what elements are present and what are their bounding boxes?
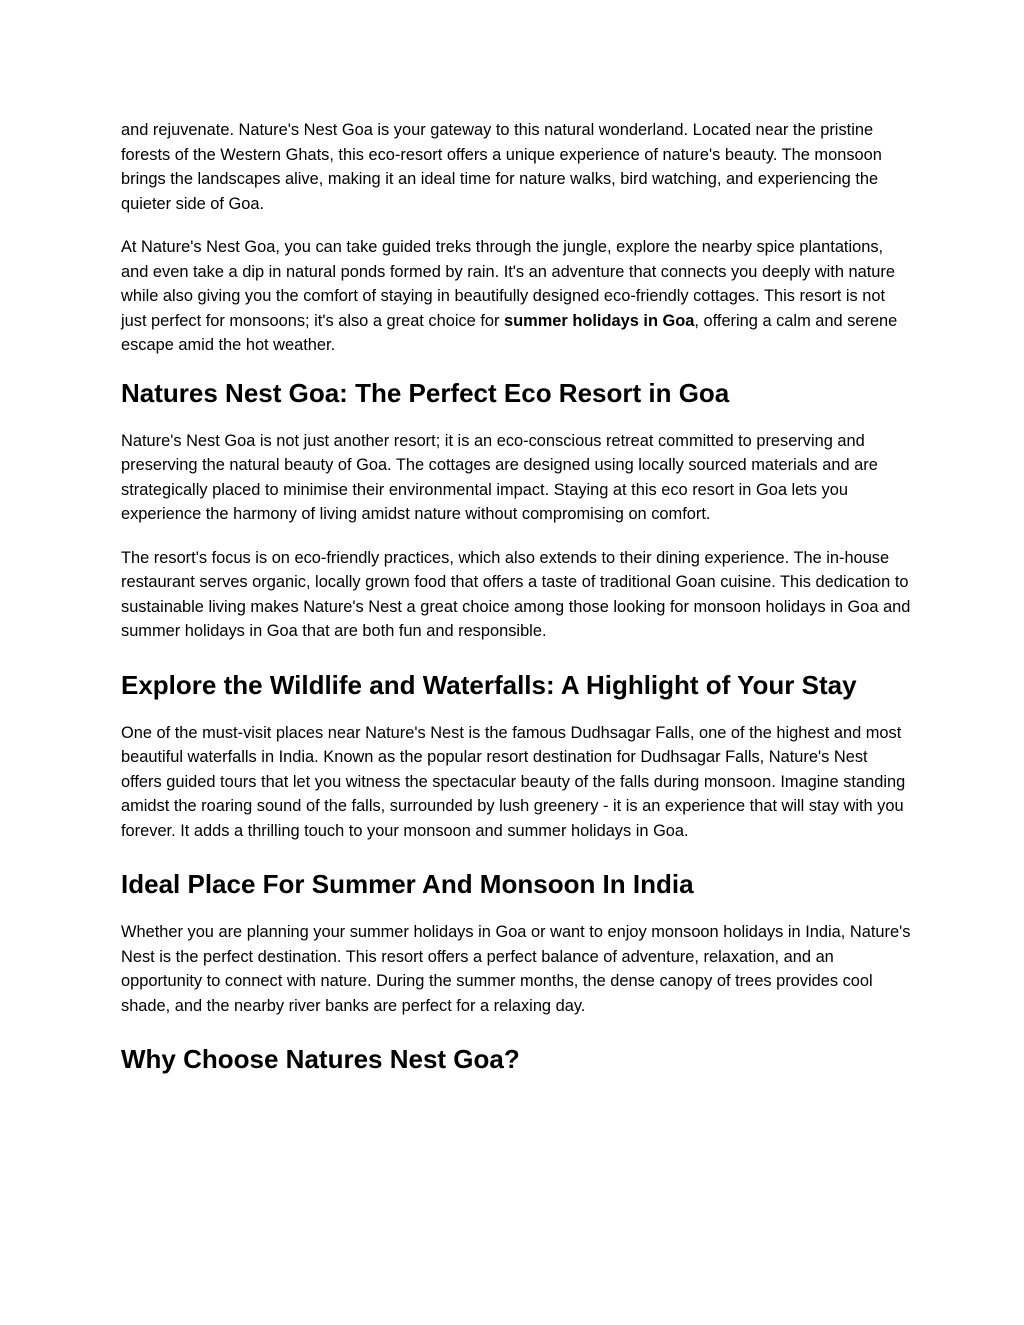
paragraph-activities-text: At Nature's Nest Goa, you can take guided treks through the jungle, explore the nearby spice plantations, and even take a dip in natural ponds formed by rain. It's an adventure that connects you deeply with nature while also giving you the comfort of staying in beautifully designed eco-friendly cottages. This resort is not just perfect for monsoons; it's also a great choice for xyxy=(121,238,895,330)
paragraph-eco-practices: The resort's focus is on eco-friendly practices, which also extends to their dining experience. The in-house restaurant serves organic, locally grown food that offers a taste of traditional Goan cuisine. This dedication to sustainable living makes Nature's Nest a great choice among those looking for monsoon holidays in Goa and summer holidays in Goa that are both fun and responsible. xyxy=(121,548,911,640)
paragraph-summer-monsoon: Whether you are planning your summer holidays in Goa or want to enjoy monsoon holidays in India, Nature's Nest is the perfect destination. This resort offers a perfect balance of adventure, relaxation, and an opportunity to connect with nature. During the summer months, the dense canopy of trees provides cool shade, and the nearby river banks are perfect for a relaxing day. xyxy=(121,923,911,1015)
heading-eco-resort: Natures Nest Goa: The Perfect Eco Resort in Goa xyxy=(121,377,730,408)
document-page xyxy=(121,118,911,1095)
paragraph-activities-tail: , offering a calm and serene escape amid the hot weather. xyxy=(121,311,898,354)
paragraph-dudhsagar: One of the must-visit places near Nature's Nest is the famous Dudhsagar Falls, one of the highest and most beautiful waterfalls in India. Known as the popular resort destination for Dudhsagar Falls, Nature's Nest offers guided tours that let you witness the spectacular beauty of the falls during monsoon. Imagine standing amidst the roaring sound of the falls, surrounded by lush greenery - it is an experience that will stay with you forever. It adds a thrilling touch to your monsoon and summer holidays in Goa. xyxy=(121,723,906,840)
heading-why-choose: Why Choose Natures Nest Goa? xyxy=(121,1044,520,1074)
heading-wildlife-waterfalls: Explore the Wildlife and Waterfalls: A Highlight of Your Stay xyxy=(121,669,857,700)
bold-phrase-summer-holidays: summer holidays in Goa xyxy=(504,311,695,330)
paragraph-eco-retreat: Nature's Nest Goa is not just another resort; it is an eco-conscious retreat committed to preserving and preserving the natural beauty of Goa. The cottages are designed using locally sourced materials and are strategically placed to minimise their environmental impact. Staying at this eco resort in Goa lets you experience the harmony of living amidst nature without compromising on comfort. xyxy=(121,431,878,523)
paragraph-intro: and rejuvenate. Nature's Nest Goa is your gateway to this natural wonderland. Located near the pristine forests of the Western Ghats, this eco-resort offers a unique experience of nature's beauty. The monsoon brings the landscapes alive, making it an ideal time for nature walks, bird watching, and experiencing the quieter side of Goa. xyxy=(121,121,882,213)
paragraph-activities xyxy=(121,235,911,358)
heading-ideal-place: Ideal Place For Summer And Monsoon In India xyxy=(121,869,694,899)
